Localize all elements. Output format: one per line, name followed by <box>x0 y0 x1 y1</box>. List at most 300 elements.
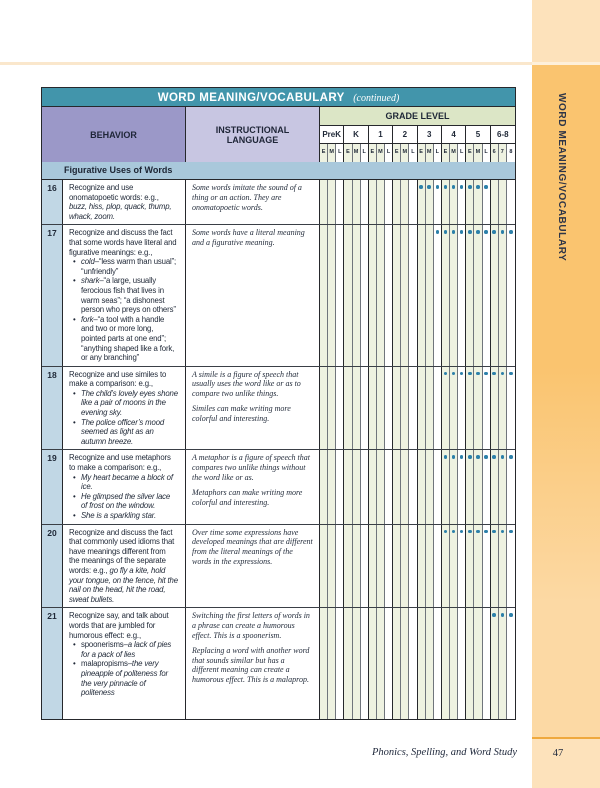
text-segment: fork <box>81 314 94 324</box>
language-paragraph: Switching the first letters of words in a phrase can create a humorous effect. This is a spoonerism. <box>192 611 310 640</box>
behavior-cell <box>63 525 186 608</box>
grade-cell-2-L <box>409 608 417 719</box>
grade-dot <box>492 230 496 234</box>
grade-cell-PreK-L <box>336 608 344 719</box>
grade-cell-3-E <box>418 225 426 365</box>
grade-dot <box>476 530 480 534</box>
behavior-text <box>69 528 178 605</box>
grade-cell-6-8-8 <box>507 367 515 450</box>
grade-cell-K-E <box>344 367 352 450</box>
grade-sub-4-E: E <box>442 144 450 162</box>
grade-cell-2-M <box>401 367 409 450</box>
grade-dot <box>444 530 448 534</box>
grade-dot <box>436 185 440 189</box>
grade-cell-2-E <box>393 367 401 450</box>
text-segment: Recognize and use similes to make a comparison: e.g., <box>69 369 167 389</box>
grade-dot <box>492 372 496 376</box>
grade-cell-4-E <box>442 225 450 365</box>
instructional-language-column-header: INSTRUCTIONAL LANGUAGE <box>186 107 320 162</box>
grade-dot <box>509 372 513 376</box>
bullet-item <box>70 492 178 511</box>
grade-cell-3-L <box>434 608 442 719</box>
grade-dot-grid <box>320 450 515 523</box>
grade-sub-2-M: M <box>401 144 409 162</box>
table-row <box>42 367 515 451</box>
grade-cell-1-M <box>377 608 385 719</box>
row-number: 21 <box>42 608 63 719</box>
grade-cell-K-M <box>353 608 361 719</box>
grade-cell-6-8-7 <box>499 608 507 719</box>
grade-level-label: GRADE LEVEL <box>320 107 515 126</box>
row-number: 20 <box>42 525 63 608</box>
grade-cell-2-E <box>393 450 401 523</box>
grade-dot <box>484 530 488 534</box>
grade-cell-1-E <box>369 608 377 719</box>
footer-book-title: Phonics, Spelling, and Word Study <box>371 747 517 758</box>
grade-group-1: 1 <box>369 126 393 143</box>
grade-dot <box>452 230 456 234</box>
grade-cell-3-M <box>426 450 434 523</box>
bullet-marker: • <box>73 388 76 398</box>
language-paragraph: A metaphor is a figure of speech that compares two unlike things without the word like or as. <box>192 453 310 483</box>
grade-cell-1-M <box>377 450 385 523</box>
grade-group-4: 4 <box>442 126 466 143</box>
language-cell <box>186 225 320 365</box>
grade-cell-4-M <box>450 450 458 523</box>
grade-dot <box>452 185 456 189</box>
grade-dot-grid <box>320 180 515 224</box>
grade-cell-PreK-E <box>320 225 328 365</box>
grade-cell-6-8-8 <box>507 180 515 224</box>
grade-dot <box>501 230 505 234</box>
grade-cell-3-M <box>426 608 434 719</box>
bullet-marker: • <box>73 257 76 267</box>
grade-dot <box>468 372 472 376</box>
side-tab-strip <box>532 0 600 788</box>
page-number: 47 <box>552 748 564 759</box>
text-segment: Recognize and use onomatopoetic words: e.g., <box>69 183 159 202</box>
grade-dot <box>444 185 448 189</box>
grade-cell-6-8-6 <box>491 180 499 224</box>
text-segment: –“less warm than usual”; “unfriendly” <box>81 257 177 276</box>
grade-dot <box>436 230 440 234</box>
text-segment: cold <box>81 257 95 267</box>
grade-group-5: 5 <box>466 126 490 143</box>
grade-dot-grid <box>320 225 515 365</box>
grade-cell-2-E <box>393 225 401 365</box>
grade-dot <box>509 613 513 617</box>
grade-cell-1-E <box>369 367 377 450</box>
grade-cell-K-L <box>361 225 369 365</box>
grade-dot-grid <box>320 525 515 608</box>
grade-cell-2-M <box>401 608 409 719</box>
grade-dot <box>444 230 448 234</box>
row-number: 19 <box>42 450 63 523</box>
bullet-marker: • <box>73 314 76 324</box>
grade-cell-PreK-M <box>328 608 336 719</box>
grade-cell-4-L <box>458 367 466 450</box>
bullet-marker: • <box>73 417 76 427</box>
grade-cell-2-E <box>393 608 401 719</box>
behavior-text <box>69 183 178 221</box>
grade-cell-2-M <box>401 225 409 365</box>
grade-dot <box>460 372 464 376</box>
text-segment: a lack of pies for a pack of lies <box>81 640 172 659</box>
behavior-text <box>69 228 178 257</box>
grade-cell-K-M <box>353 225 361 365</box>
grade-dot <box>492 613 496 617</box>
grade-cell-K-E <box>344 450 352 523</box>
grade-cell-PreK-L <box>336 225 344 365</box>
text-segment: Recognize and discuss the fact that some words have literal and figurative meanings: e.g., <box>69 228 177 257</box>
grade-cell-1-L <box>385 525 393 608</box>
bullet-item <box>70 511 178 521</box>
grade-cell-PreK-M <box>328 450 336 523</box>
grade-cell-3-L <box>434 525 442 608</box>
text-segment: My heart became a block of ice. <box>81 472 173 492</box>
grade-dot <box>484 230 488 234</box>
grade-dot <box>427 185 431 189</box>
grade-cell-2-L <box>409 367 417 450</box>
grade-cell-1-L <box>385 225 393 365</box>
grade-cell-4-E <box>442 525 450 608</box>
top-divider-rule <box>0 62 532 65</box>
side-strip-bottom <box>532 739 600 788</box>
grade-cell-6-8-8 <box>507 525 515 608</box>
text-segment: the very pineapple of politeness for the very pinnacle of politeness <box>81 659 168 698</box>
grade-dot <box>468 455 472 459</box>
grade-cell-PreK-E <box>320 180 328 224</box>
grade-cell-K-L <box>361 450 369 523</box>
grade-cell-1-L <box>385 608 393 719</box>
grade-dot <box>476 230 480 234</box>
grade-cell-5-M <box>474 525 482 608</box>
grade-sub-2-E: E <box>393 144 401 162</box>
grade-cell-5-E <box>466 225 474 365</box>
grade-dot <box>476 372 480 376</box>
bullet-marker: • <box>73 472 76 482</box>
grade-cell-2-E <box>393 180 401 224</box>
grade-cell-5-M <box>474 180 482 224</box>
table-row <box>42 525 515 609</box>
grade-cell-3-E <box>418 367 426 450</box>
grade-cell-5-L <box>483 525 491 608</box>
grade-sub-1-L: L <box>385 144 393 162</box>
behavior-cell <box>63 367 186 450</box>
grade-dot <box>444 455 448 459</box>
grade-dot <box>468 530 472 534</box>
grade-cell-5-E <box>466 608 474 719</box>
bullet-marker: • <box>73 659 76 669</box>
grade-dot <box>460 455 464 459</box>
grade-cell-5-M <box>474 450 482 523</box>
grade-cell-1-E <box>369 225 377 365</box>
grade-cell-5-M <box>474 225 482 365</box>
grade-cell-K-E <box>344 225 352 365</box>
grade-cell-6-8-7 <box>499 180 507 224</box>
grade-cell-6-8-6 <box>491 225 499 365</box>
grade-cell-5-L <box>483 450 491 523</box>
grade-cell-PreK-E <box>320 367 328 450</box>
behavior-text <box>69 611 178 640</box>
grade-cell-6-8-7 <box>499 525 507 608</box>
grade-sub-6-8-6: 6 <box>491 144 499 162</box>
grade-dot <box>452 530 456 534</box>
text-segment: buzz, hiss, plop, quack, thump, whack, zoom. <box>69 202 172 221</box>
grade-cell-6-8-7 <box>499 450 507 523</box>
bullet-item <box>70 640 178 659</box>
grade-level-header <box>320 107 515 162</box>
grade-dot <box>501 530 505 534</box>
grade-cell-K-M <box>353 525 361 608</box>
language-paragraph: Some words imitate the sound of a thing or an action. They are onomatopoetic words. <box>192 183 302 212</box>
grade-cell-4-E <box>442 367 450 450</box>
grade-cell-PreK-M <box>328 225 336 365</box>
text-segment: The police officer’s mood seemed as light as an autumn breeze. <box>81 417 165 446</box>
table-row <box>42 225 515 366</box>
grade-cell-K-M <box>353 180 361 224</box>
table-title: WORD MEANING/VOCABULARY <box>157 92 345 104</box>
behavior-cell <box>63 450 186 523</box>
grade-dot <box>468 185 472 189</box>
grade-cell-5-L <box>483 180 491 224</box>
grade-sub-1-M: M <box>377 144 385 162</box>
grade-dot <box>509 530 513 534</box>
grade-dot <box>509 230 513 234</box>
grade-cell-4-M <box>450 367 458 450</box>
side-strip-body <box>532 65 600 737</box>
grade-cell-4-M <box>450 225 458 365</box>
text-segment: She is a sparkling star. <box>81 511 156 520</box>
grade-sub-3-M: M <box>426 144 434 162</box>
grade-dot <box>476 455 480 459</box>
grade-cell-3-L <box>434 367 442 450</box>
grade-group-2: 2 <box>393 126 417 143</box>
grade-cell-PreK-L <box>336 525 344 608</box>
grade-groups-row <box>320 126 515 144</box>
bullet-marker: • <box>73 276 76 286</box>
behavior-text <box>69 370 178 389</box>
table-row <box>42 450 515 524</box>
behavior-cell <box>63 608 186 719</box>
grade-cell-4-M <box>450 608 458 719</box>
grade-cell-6-8-7 <box>499 367 507 450</box>
table-rows <box>42 180 515 719</box>
text-segment: –“a large, usually ferocious fish that lives in warm seas”; “a dishonest person who preys on others” <box>81 276 176 315</box>
grade-sub-3-L: L <box>434 144 442 162</box>
grade-sub-PreK-E: E <box>320 144 328 162</box>
grade-cell-5-E <box>466 450 474 523</box>
grade-dot <box>419 185 423 189</box>
grade-sub-K-L: L <box>361 144 369 162</box>
grade-sub-5-M: M <box>474 144 482 162</box>
row-number: 16 <box>42 180 63 224</box>
grade-cell-PreK-L <box>336 367 344 450</box>
grade-sub-K-E: E <box>344 144 352 162</box>
grade-cell-2-L <box>409 525 417 608</box>
grade-dot <box>484 455 488 459</box>
grade-cell-PreK-L <box>336 450 344 523</box>
language-paragraph: Similes can make writing more colorful and interesting. <box>192 404 291 423</box>
grade-cell-4-L <box>458 180 466 224</box>
section-header: Figurative Uses of Words <box>42 162 515 180</box>
grade-cell-1-M <box>377 525 385 608</box>
grade-dot <box>501 455 505 459</box>
grade-cell-PreK-E <box>320 608 328 719</box>
grade-cell-4-M <box>450 180 458 224</box>
grade-cell-6-8-7 <box>499 225 507 365</box>
bullet-item <box>70 257 178 276</box>
grade-dot-grid <box>320 608 515 719</box>
grade-cell-PreK-M <box>328 367 336 450</box>
grade-cell-3-E <box>418 608 426 719</box>
text-segment: Recognize and discuss the fact that commonly used idioms that have meanings different from the meanings of the separate words: e.g., <box>69 527 175 575</box>
grade-cell-3-M <box>426 225 434 365</box>
grade-dot <box>484 372 488 376</box>
language-paragraph: Replacing a word with another word that sounds similar but has a different meaning can create a humorous effect. This is a malaprop. <box>192 645 310 685</box>
behavior-column-header: BEHAVIOR <box>42 107 186 162</box>
text-segment: go fly a kite, hold your tongue, on the fence, hit the nail on the head, hit the road, sweat bullets. <box>69 565 178 604</box>
grade-cell-K-M <box>353 450 361 523</box>
side-tab-label: WORD MEANING/VOCABULARY <box>556 93 567 262</box>
grade-dot-grid <box>320 367 515 450</box>
grade-cell-K-E <box>344 525 352 608</box>
grade-group-K: K <box>344 126 368 143</box>
text-segment: He glimpsed the silver lace of frost on the window. <box>81 491 171 511</box>
grade-sub-6-8-8: 8 <box>507 144 515 162</box>
grade-dot <box>452 455 456 459</box>
bullet-item <box>70 276 178 314</box>
grade-cell-2-E <box>393 525 401 608</box>
language-cell <box>186 180 320 224</box>
behavior-text <box>69 453 178 472</box>
grade-dot <box>444 372 448 376</box>
grade-cell-4-E <box>442 180 450 224</box>
grade-cell-6-8-6 <box>491 525 499 608</box>
grade-cell-3-M <box>426 367 434 450</box>
bullet-marker: • <box>73 511 76 520</box>
grade-dot <box>468 230 472 234</box>
table-title-continued: (continued) <box>353 93 400 104</box>
grade-cell-PreK-E <box>320 450 328 523</box>
grade-cell-3-E <box>418 180 426 224</box>
grade-cell-1-M <box>377 225 385 365</box>
grade-dot <box>484 185 488 189</box>
bullet-item <box>70 473 178 492</box>
grade-cell-K-L <box>361 180 369 224</box>
grade-subs-row <box>320 144 515 162</box>
language-paragraph: Some words have a literal meaning and a figurative meaning. <box>192 228 305 248</box>
side-strip-top <box>532 0 600 62</box>
grade-sub-5-L: L <box>483 144 491 162</box>
grade-cell-6-8-6 <box>491 450 499 523</box>
behavior-cell <box>63 225 186 365</box>
grade-cell-4-E <box>442 608 450 719</box>
grade-cell-2-L <box>409 450 417 523</box>
table-title-bar <box>42 88 515 107</box>
grade-cell-1-L <box>385 367 393 450</box>
grade-cell-1-L <box>385 450 393 523</box>
grade-cell-4-E <box>442 450 450 523</box>
grade-cell-3-L <box>434 225 442 365</box>
language-cell <box>186 525 320 608</box>
grade-cell-2-L <box>409 180 417 224</box>
grade-sub-3-E: E <box>418 144 426 162</box>
grade-dot <box>452 372 456 376</box>
grade-sub-1-E: E <box>369 144 377 162</box>
grade-cell-PreK-M <box>328 525 336 608</box>
grade-dot <box>509 455 513 459</box>
grade-cell-6-8-8 <box>507 608 515 719</box>
grade-cell-K-E <box>344 180 352 224</box>
grade-cell-1-M <box>377 367 385 450</box>
text-segment: –“a tool with a handle and two or more long, pointed parts at one end”; “anything shaped like a fork, or any branching” <box>81 314 175 363</box>
grade-cell-5-L <box>483 367 491 450</box>
grade-cell-4-M <box>450 525 458 608</box>
grade-cell-2-M <box>401 525 409 608</box>
bullet-item <box>70 659 178 697</box>
grade-cell-2-L <box>409 225 417 365</box>
language-cell <box>186 608 320 719</box>
grade-cell-PreK-L <box>336 180 344 224</box>
bullet-marker: • <box>73 640 76 650</box>
grade-dot <box>476 185 480 189</box>
bullet-item <box>70 389 178 418</box>
grade-group-6-8: 6-8 <box>491 126 515 143</box>
grade-cell-6-8-8 <box>507 450 515 523</box>
grade-cell-3-E <box>418 450 426 523</box>
grade-dot <box>492 530 496 534</box>
grade-cell-K-L <box>361 367 369 450</box>
grade-cell-K-L <box>361 608 369 719</box>
grade-cell-5-L <box>483 608 491 719</box>
row-number: 18 <box>42 367 63 450</box>
grade-cell-6-8-6 <box>491 367 499 450</box>
grade-group-3: 3 <box>418 126 442 143</box>
grade-cell-K-M <box>353 367 361 450</box>
grade-sub-4-L: L <box>458 144 466 162</box>
grade-cell-2-M <box>401 180 409 224</box>
grade-dot <box>460 230 464 234</box>
grade-sub-K-M: M <box>353 144 361 162</box>
grade-cell-4-L <box>458 450 466 523</box>
grade-cell-5-E <box>466 367 474 450</box>
continuum-table <box>41 87 516 720</box>
grade-cell-3-M <box>426 180 434 224</box>
grade-cell-3-L <box>434 180 442 224</box>
grade-dot <box>460 530 464 534</box>
grade-cell-5-M <box>474 608 482 719</box>
grade-dot <box>492 455 496 459</box>
grade-cell-2-M <box>401 450 409 523</box>
grade-cell-1-E <box>369 180 377 224</box>
grade-sub-5-E: E <box>466 144 474 162</box>
grade-group-PreK: PreK <box>320 126 344 143</box>
language-cell <box>186 450 320 523</box>
grade-cell-5-E <box>466 525 474 608</box>
bullet-item <box>70 315 178 363</box>
row-number: 17 <box>42 225 63 365</box>
grade-cell-6-8-8 <box>507 225 515 365</box>
language-paragraph: Metaphors can make writing more colorful and interesting. <box>192 487 303 507</box>
language-cell <box>186 367 320 450</box>
language-paragraph: Over time some expressions have developed meanings that are different from the literal meanings of the words in the expressions. <box>192 527 313 566</box>
grade-dot <box>501 613 505 617</box>
text-segment: malapropisms– <box>81 659 132 669</box>
grade-dot <box>501 372 505 376</box>
text-segment: Recognize say, and talk about words that are jumbled for humorous effect: e.g., <box>69 611 169 640</box>
text-segment: shark <box>81 276 100 286</box>
